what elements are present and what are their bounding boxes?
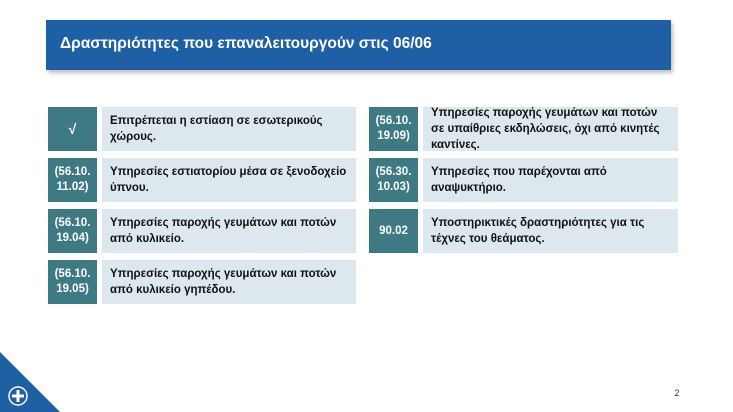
title-banner <box>46 20 671 70</box>
activity-description: Επιτρέπεται η εστίαση σε εσωτερικούς χώρους. <box>102 107 356 151</box>
activity-row <box>48 260 356 304</box>
activity-description: Υπηρεσίες παροχής γευμάτων και ποτών από κυλικείο γηπέδου. <box>102 260 356 304</box>
page-number: 2 <box>674 388 680 398</box>
activity-row <box>48 158 356 202</box>
activity-code: 90.02 <box>369 209 418 253</box>
activity-code: √ <box>48 107 97 151</box>
activity-code: (56.10. 19.05) <box>48 260 97 304</box>
activity-description: Υποστηρικτικές δραστηριότητες για τις τέχνες του θεάματος. <box>423 209 678 253</box>
activity-row <box>369 107 678 151</box>
activity-row <box>369 158 678 202</box>
activity-code: (56.10. 19.04) <box>48 209 97 253</box>
greek-government-emblem-icon <box>0 352 60 412</box>
activity-row <box>369 209 678 253</box>
activity-description: Υπηρεσίες παροχής γευμάτων και ποτών από κυλικείο. <box>102 209 356 253</box>
activity-row <box>48 107 356 151</box>
activity-code: (56.30. 10.03) <box>369 158 418 202</box>
activity-code: (56.10. 19.09) <box>369 107 418 151</box>
activity-description: Υπηρεσίες που παρέχονται από αναψυκτήριο. <box>423 158 678 202</box>
activity-row <box>48 209 356 253</box>
activity-code: (56.10. 11.02) <box>48 158 97 202</box>
slide-title: Δραστηριότητες που επαναλειτουργούν στις 06/06 <box>60 35 432 52</box>
activity-description: Υπηρεσίες εστιατορίου μέσα σε ξενοδοχείο ύπνου. <box>102 158 356 202</box>
activity-description: Υπηρεσίες παροχής γευμάτων και ποτών σε υπαίθριες εκδηλώσεις, όχι από κινητές καντίνες. <box>423 107 678 151</box>
